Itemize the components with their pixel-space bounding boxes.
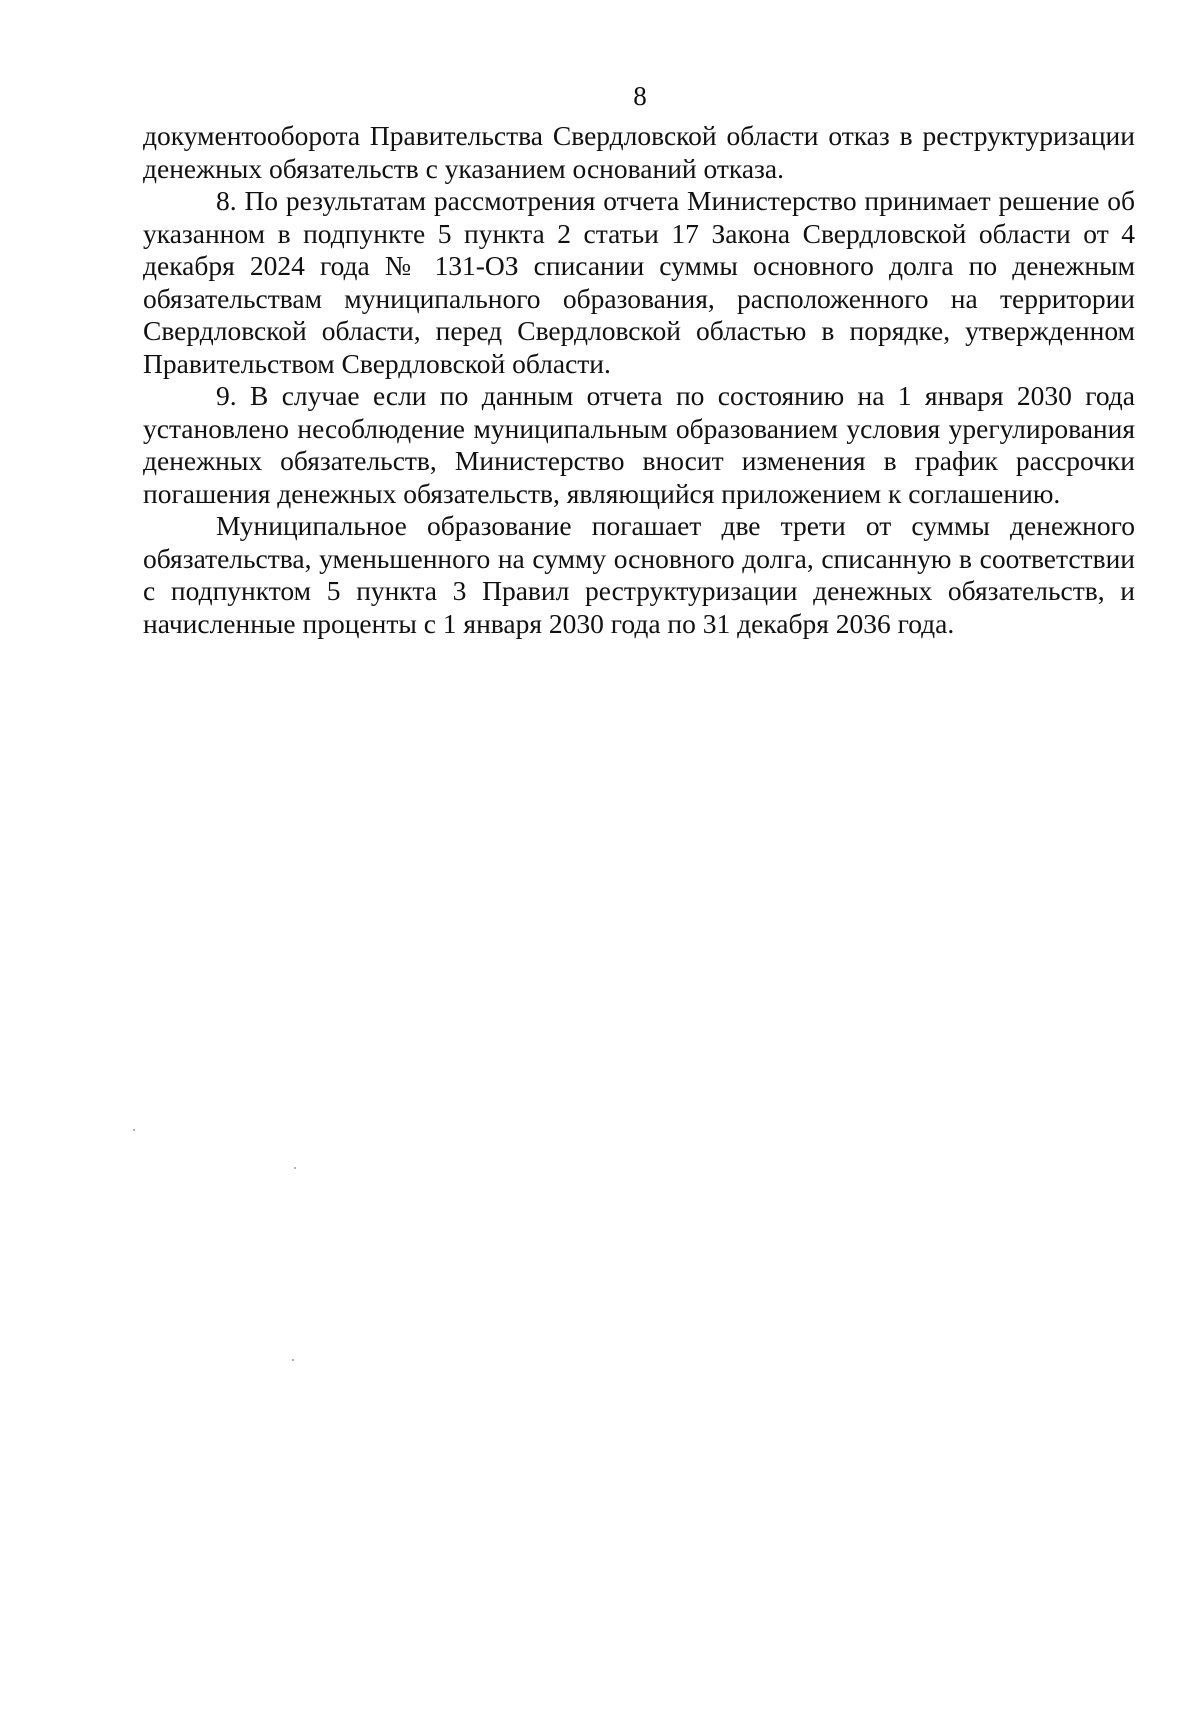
page-number: 8 xyxy=(633,81,647,111)
paragraph-item-8: 8. По результатам рассмотрения отчета Министерство принимает решение об указанном в подпункте 5 пункта 2 статьи 17 Закона Свердловской области от 4 декабря 2024 года № 131-ОЗ списании суммы основного долга по денежным обязательствам муниципального образования, расположенного на территории Свердловской области, перед Свердловской областью в порядке, утвержденном Правительством Свердловской области. xyxy=(143,185,1135,379)
paragraph-item-9: 9. В случае если по данным отчета по состоянию на 1 января 2030 года установлено несоблюдение муниципальным образованием условия урегулирования денежных обязательств, Министерство вносит изменения в график рассрочки погашения денежных обязательств, являющийся приложением к соглашению. xyxy=(143,380,1135,509)
scan-speck xyxy=(294,1167,296,1169)
document-body xyxy=(143,120,1135,640)
paragraph-continuation: документооборота Правительства Свердловской области отказ в реструктуризации денежных обязательств с указанием оснований отказа. xyxy=(143,120,1135,184)
scan-speck xyxy=(133,1129,135,1131)
scan-speck xyxy=(292,1359,294,1361)
paragraph-municipal-repayment: Муниципальное образование погашает две трети от суммы денежного обязательства, уменьшенного на сумму основного долга, списанную в соответствии с подпунктом 5 пункта 3 Правил реструктуризации денежных обязательств, и начисленные проценты с 1 января 2030 года по 31 декабря 2036 года. xyxy=(143,510,1135,639)
